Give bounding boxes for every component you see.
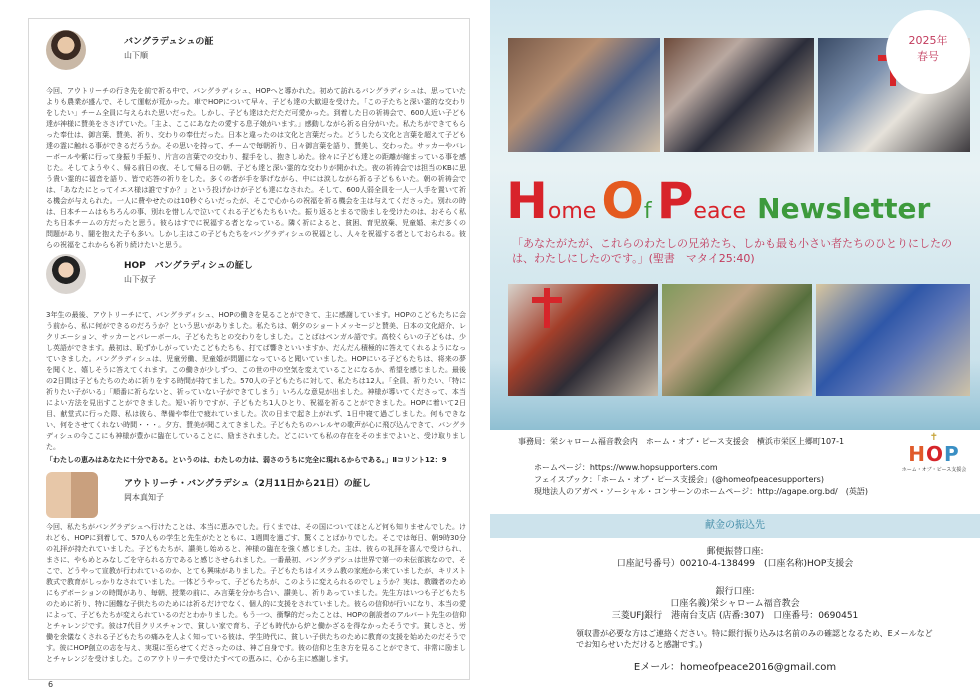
page-number: 6 [48,680,54,689]
article-author: 岡本真知子 [124,493,164,502]
article-title: HOP バングラディシュの証し [124,261,253,271]
logo-subtitle: ホーム・オブ・ピース支援会 [901,467,967,473]
photo-dance [508,284,658,396]
title-eace: eace [693,199,747,224]
photo-children-meal [508,38,660,152]
bank-title: 銀行口座: [715,587,755,597]
article-1 [46,30,466,251]
newsletter-title [506,172,970,236]
photo-sports-team [816,284,970,396]
donation-header: 献金の振込先 [490,514,980,538]
cross-icon: ✝ [929,432,939,443]
postal-title: 郵便振替口座: [706,547,764,557]
title-letter-h: H [506,172,548,230]
article-title: アウトリーチ・バングラデシュ（2月11日から21日）の証し [124,479,371,489]
web-links [534,462,868,498]
article-body: 今回、私たちがバングラデシュへ行けたことは、本当に恵みでした。行くまでは、その国についてほとんど何も知りませんでした。けれども、HOPに到着して、570人もの学生と先生がたとともに、1週間を過ごす、驚くことばかりでした。そこでは毎日、朝9時30分の礼拝が持たれていました。子どもたちが、讃美し始めると、神様の臨在を強く感じました。主は、彼らの礼拝を喜んで受けられ、まさに、やもめとみなしごを守られる方であると感じさせられました。一番最初、バングラデシュは世界で第一の未伝部族なので、そこで、どうやって宣教が行われているのか、とても興味がありました。子どもたちはイスラム教の家庭から来ていましたが、キリスト教式で教育がしっかりなされていました。一体どうやって、子どもたちが、このように変えられるのでしょうか？実は、教職者のためにもデボーションの時間があり、毎朝、授業の前に、み言葉を分かち合い、讃美し、祈りあっていました。先生方はいつも子どもたちのために祈り、特に困難な子供たちのためには祈るだけでなく、個人的に支援をされていました。彼らの信仰が行いになり、本当の愛によって、子どもたちが変えられているのだとわかりました。もう一つ、衝撃的だったことは、HOPの創設者のアルバート先生の信仰とチャレンジです。彼は7代目クリスチャンで、貧しい家で育ち、子ども時代から炉と働かざるを得なかったそうです。貧しさと、労働を余儀なくされる子どもたちの痛みを人よく知っている彼は、学生時代に、貧しい子供たちのために教育の支援を始めたのだそうです。彼にHOP創立の志を与え、実現に至らせてくださったのは、神ご自身です。彼の信仰と生き方を見ることができて、非常に励ましとチャレンジを受けました。このアウトリーチで受けたすべての恵みに、心から主に感謝します。 [46,523,466,663]
article-body: 今回、アウトリーチの行き先を前で祈る中で、バングラディシュ、HOPへと導かれた。初めて訪れるバングラディシュは、思っていたよりも農業が盛んで、そして運転が荒かった。車でHOPについて早々、子ども達の大歓迎を受けた。「この子たちと深い霊的な交わりをしたい」チーム全員に与えられた思いだった。しかし、子ども達はただただ可愛かった。到着した日の祈祷会で、600人近い子ども達が神様に賛美をささげていた。「主よ、ここにあなたの愛する息子娘がいます。」感動しながら祈る自分がいた。私たちができてもらった奉仕は、御言葉、賛美、祈り、交わりの奉仕だった。日本と違ったのは文化と言葉だった。どうしたら文化と言葉を超えて子ども達の霊に触れる事ができるだろうか。その思いを持って、チームで毎朝祈り、日々御言葉を語り、賛美し、交わった。サッカーやバレーボールや紫に行って身振り手振り、片言の言葉での交わり、握手をし、抱きしめた。徐々に子ども達との距離が縮まっている事を感じた。そしてようやく、帰る前日の夜、そして帰る日の朝、子ども達と深い霊的な交わりが開かれた。夜の祈祷会では担当のKBに思う貴い霊的に福音を語り、皆で応答の祈りをした。多くの者が手を挙げながら、中には涙しながら祈る子どももいた。朝の祈祷会では、「あなたにとってイエス様は誰ですか？」という投げかけが子ども達になされた。そして、600人弱全員を一人一人手を置いて祈る機会が与えられた。一人に費やせたのは10秒ぐらいだったが、そこで心からの祝福を祈る機会を主は与えてくださった。別れの時は、日本チームはもちろんの事、別れを惜しんで泣いてくれる子どもたちもいた。振り返るとまるで励ましを受けたのは、おそらく私たち日本チームの方だったと思う。彼らはすでに祝福する者となっている。隣く祈によると、貧困、育児放棄、児童婚、未だ多くの問題があり、闇を抱えた子も多い。しかし主はこの子どもたちをバングラディシュの祝福とし、人々を祝福する者としておられる。彼らの祝福をこれからも祈り続けたいと思う。 [46,87,466,249]
article-body: 3年生の最後、アウトリーチにて、バングラディシュ、HOPの働きを見ることができて、主に感謝しています。HOPのこどもたちに会う前から、私に何ができるのだろうか？という思いがありました。私たちは、朝夕のショートメッセージと賛美、日本の文化紹介、レクリエーション、サッカーとバレーボール、子どもたちとの交わりをしました。ことばはベンガル語です。高校くらいの子どもは、少し英語ができます。最初は、恥ずかしがっていたこどもたちも、打てば響きといいますか、だんだん積極的に答えてくれるようになっていきました。バングラディシュは、児童労働、児童婚が問題になっていると聞いていました。HOPにいる子どもたちは、将来の夢を聞くと、嬉しそうに答えてくれます。この働きが少しずつ、この世の中の空気を変えていることになるか、希望を感じました。最後の2日間は子どもたちのために祈りをする時間が持てました。570人の子どもたちに対して、私たちは12人。「全員、祈りたい、「特に祈りたい子がいる」「順番に祈らないと、祈っていない子ができてしまう」いろんな意見が出ました。神様が導いてくださって、本当によい方法を見出すことができました。短い祈りですが、子どもたち1人ひとり、祝福を祈ることができました。HOPに着いて2日目、献堂式に行った際、私は彼ら、準備や奉仕で疲れていました。次の日まで起き上がれず、1日中寝て過ごしました。何もできない、何をさせてくれない時間・・・。夕方、賛美が聞こえてきました。子どもたちのハレルヤの歌声が心に飛び込んできて、バングラディシュの今ここにも神様が豊かに臨在していることに、励まされました。どこにいても私の存在をそのままでよいと、受け取りました。 [46,311,466,451]
title-newsletter: Newsletter [757,192,931,225]
bible-verse: 「あなたがたが、これらのわたしの兄弟たち、しかも最も小さい者たちのひとりにしたのは、わたしにしたのです。」(聖書 マタイ25:40) [512,237,952,265]
postal-account [490,546,980,570]
contact-email[interactable]: Eメール：homeofpeace2016@gmail.com [633,662,837,673]
article-2 [46,254,466,465]
logo-p: P [944,442,960,466]
article-3 [46,472,466,665]
photo-team-group [664,38,814,152]
postal-detail: 口座記号番号）00210-4-138499 (口座名称)HOP支援会 [616,559,854,569]
issue-year: 2025年 [908,34,948,47]
hop-logo [898,432,970,498]
bank-name: 口座名義)栄シャローム福音教会 [670,599,800,609]
photo-crowd [662,284,812,396]
article-author: 山下叔子 [124,275,156,284]
bank-detail: 三菱UFJ銀行 港南台支店 (店番:307) 口座番号：0690451 [611,611,859,621]
title-f: f [643,199,652,224]
issue-badge [886,10,970,94]
issue-season: 春号 [917,50,939,63]
title-ome: ome [547,199,597,224]
author-photo [46,254,86,294]
receipt-note: 領収書が必要な方はご連絡ください。特に銀行振り込みは名前のみの確認となるため、Eメールなどでお知らせいただけると感謝です。) [576,629,933,649]
bank-account [490,586,980,622]
logo-h: H [908,442,927,466]
logo-o: O [926,442,945,466]
homepage-link[interactable]: ホームページ：https://www.hopsupporters.com [534,463,718,472]
title-letter-p: P [656,172,694,230]
office-address: 事務局：栄シャローム福音教会内 ホーム・オブ・ピース支援会 横浜市栄区上郷町107-1 [518,437,845,446]
author-photo [46,472,98,518]
agape-link[interactable]: 現地法人のアガペ・ソーシャル・コンサーンのホームページ：http://agape.org.bd/ (英語) [534,487,868,496]
article-title: バングラデュシュの証 [124,37,214,47]
cross-icon [544,288,550,328]
author-photo [46,30,86,70]
title-letter-o: O [601,172,644,230]
facebook-link[interactable]: フェイスブック：「ホーム・オブ・ピース支援会」(@homeofpeacesupporters) [534,475,824,484]
bible-quote: 「わたしの恵みはあなたに十分である。というのは、わたしの力は、弱さのうちに完全に現れるからである。」Ⅱコリント12：9 [46,456,447,464]
article-author: 山下順 [124,51,148,60]
right-page [490,0,980,693]
